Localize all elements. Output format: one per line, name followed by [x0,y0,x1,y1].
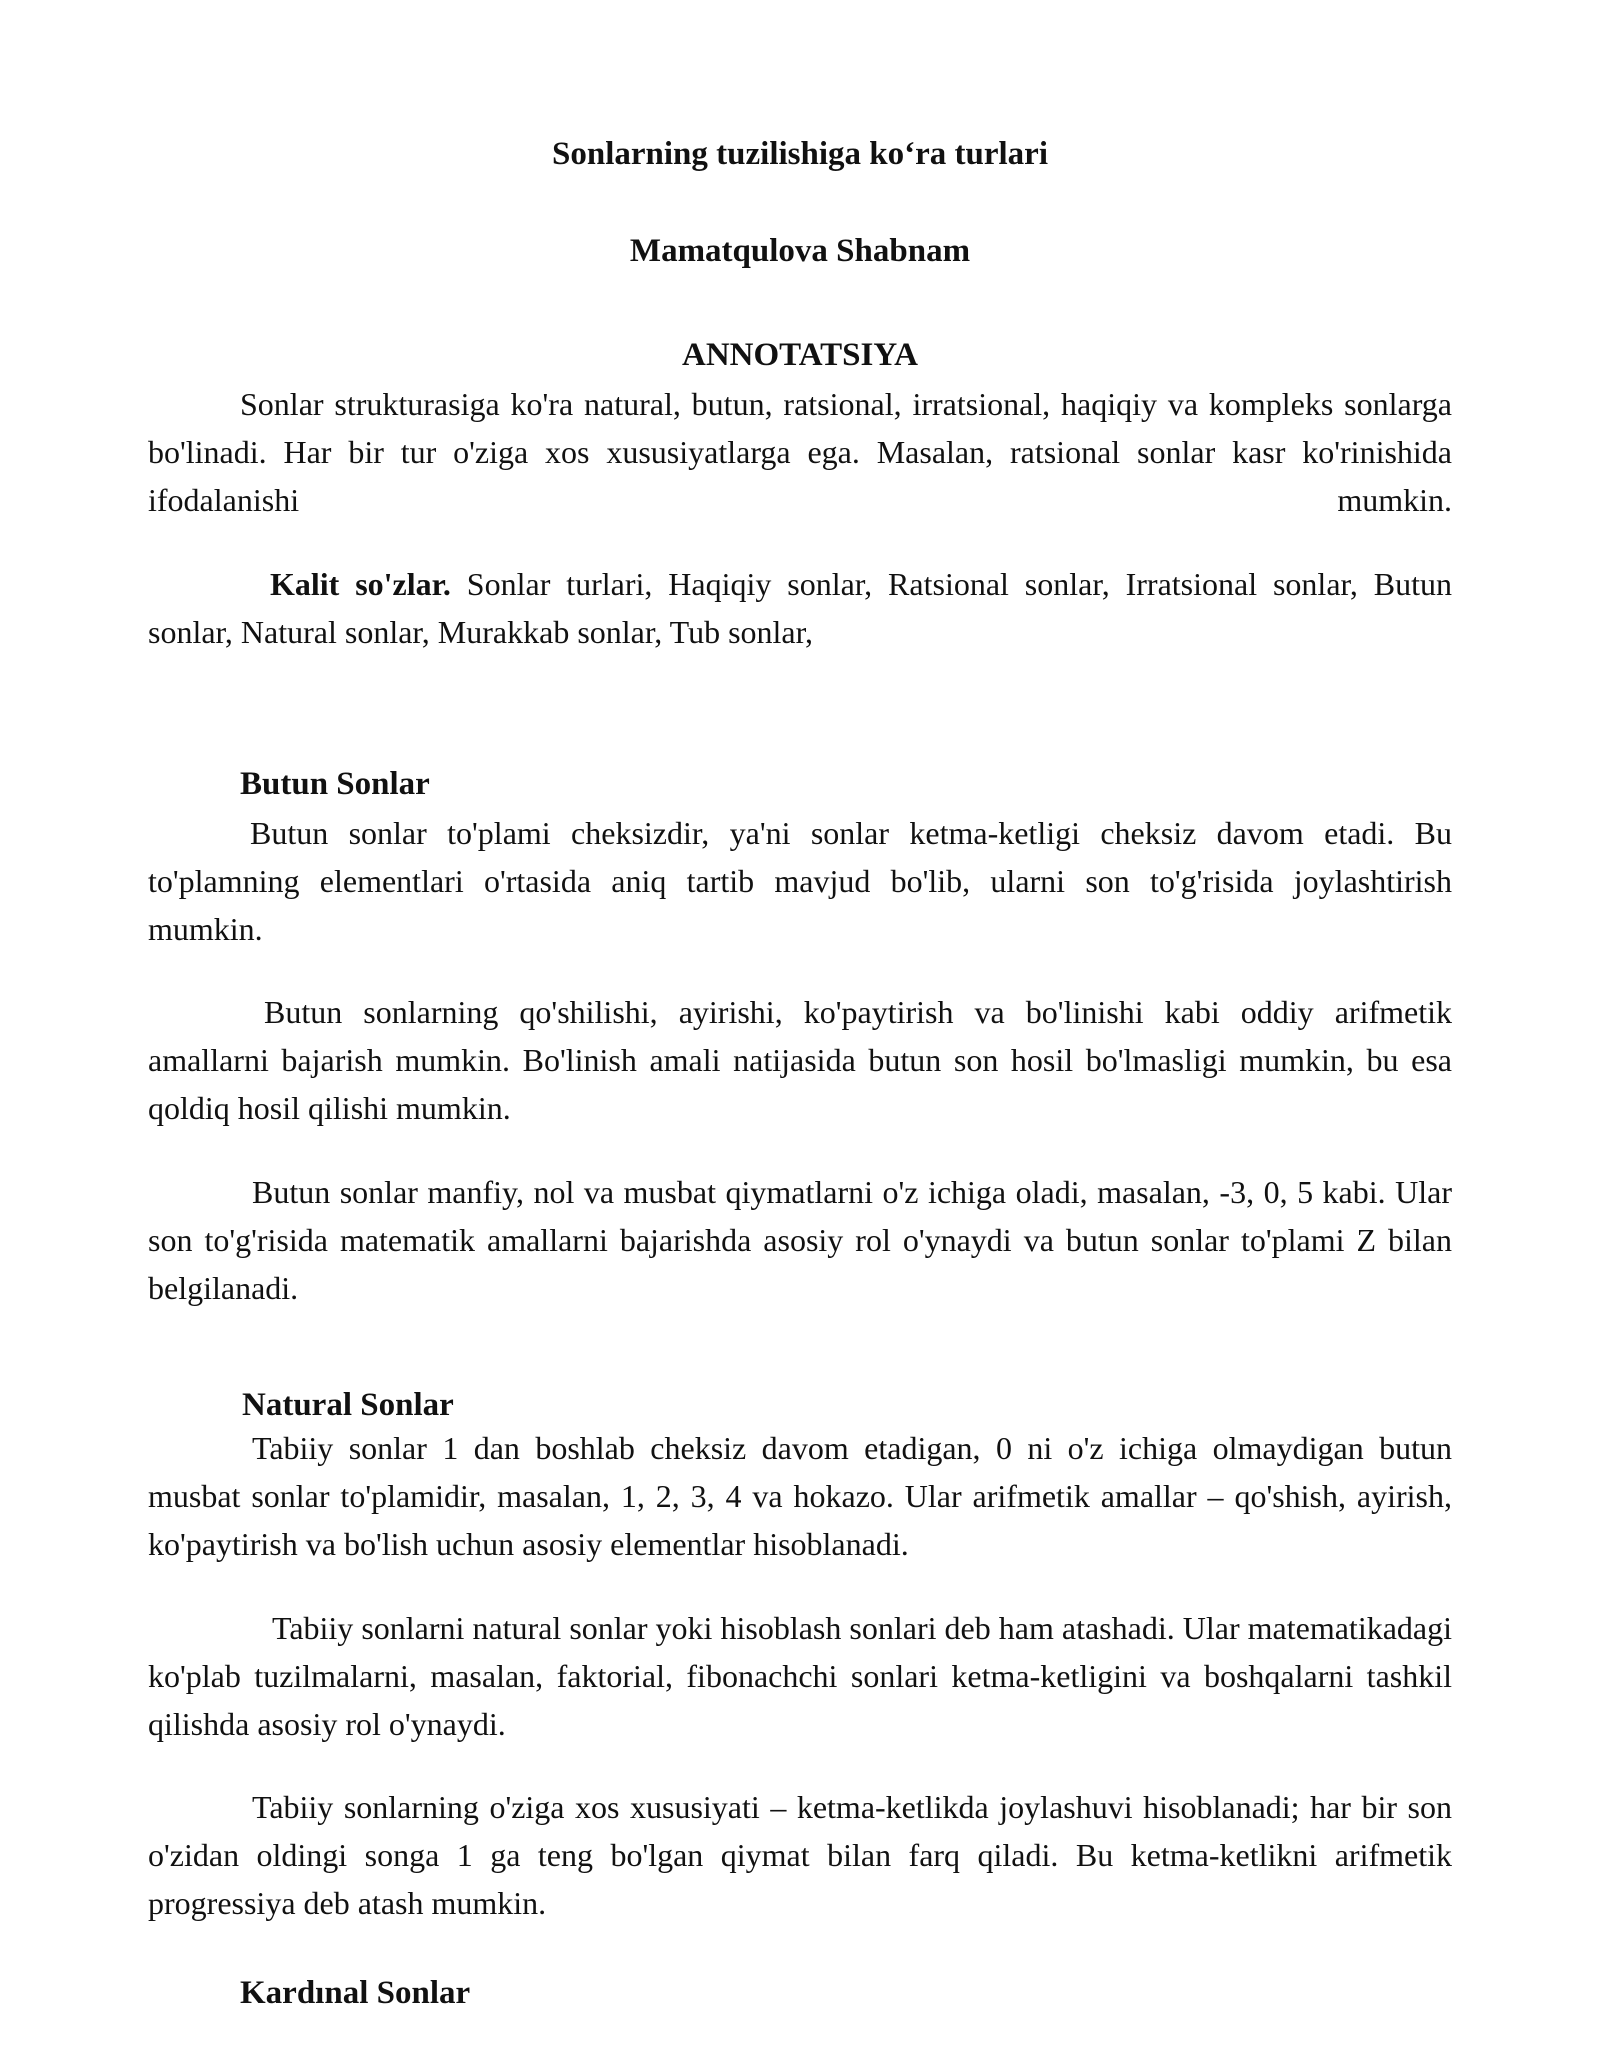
section-heading-kardinal-sonlar: Kardınal Sonlar [240,1975,471,2011]
keywords-paragraph [148,560,1452,656]
section-paragraph: Butun sonlar to'plami cheksizdir, ya'ni sonlar ketma-ketligi cheksiz davom etadi. Bu to'plamning elementlari o'rtasida aniq tartib mavjud bo'lib, ularni son to'g'risida joylashtirish mumkin. [148,815,1452,947]
annotation-heading: ANNOTATSIYA [682,337,918,373]
section-paragraph: Butun sonlar manfiy, nol va musbat qiymatlarni o'z ichiga oladi, masalan, -3, 0, 5 kabi. Ular son to'g'risida matematik amallarni bajarishda asosiy rol o'ynaydi va butun sonlar to'plami Z bilan belgilanadi. [148,1174,1452,1306]
document-author: Mamatqulova Shabnam [629,233,971,269]
keywords-list: Sonlar turlari, Haqiqiy sonlar, Ratsional sonlar, Irratsional sonlar, Butun sonlar, Natural sonlar, Murakkab sonlar, Tub sonlar, [148,566,1453,650]
keywords-label: Kalit so'zlar. [270,566,451,602]
section-paragraph: Tabiiy sonlarni natural sonlar yoki hisoblash sonlari deb ham atashadi. Ular matematikadagi ko'plab tuzilmalarni, masalan, faktorial, fibonachchi sonlari ketma-ketligini va boshqalarni tashkil qilishda asosiy rol o'ynaydi. [148,1610,1452,1742]
section-heading-natural-sonlar: Natural Sonlar [242,1387,454,1423]
section-paragraph: Tabiiy sonlar 1 dan boshlab cheksiz davom etadigan, 0 ni o'z ichiga olmaydigan butun musbat sonlar to'plamidir, masalan, 1, 2, 3, 4 va hokazo. Ular arifmetik amallar – qo'shish, ayirish, ko'paytirish va bo'lish uchun asosiy elementlar hisoblanadi. [148,1430,1452,1562]
section-paragraph: Butun sonlarning qo'shilishi, ayirishi, ko'paytirish va bo'linishi kabi oddiy arifmetik amallarni bajarish mumkin. Bo'linish amali natijasida butun son hosil bo'lmasligi mumkin, bu esa qoldiq hosil qilishi mumkin. [148,994,1452,1126]
document-title: Sonlarning tuzilishiga ko‘ra turlari [552,136,1048,172]
annotation-paragraph: Sonlar strukturasiga ko'ra natural, butun, ratsional, irratsional, haqiqiy va kompleks sonlarga bo'linadi. Har bir tur o'ziga xos xususiyatlarga ega. Masalan, ratsional sonlar kasr ko'rinishida ifodalanishi mumkin. [148,386,1452,518]
section-heading-butun-sonlar: Butun Sonlar [240,766,430,802]
section-paragraph: Tabiiy sonlarning o'ziga xos xususiyati – ketma-ketlikda joylashuvi hisoblanadi; har bir son o'zidan oldingi songa 1 ga teng bo'lgan qiymat bilan farq qiladi. Bu ketma-ketlikni arifmetik progressiya deb atash mumkin. [148,1789,1452,1921]
